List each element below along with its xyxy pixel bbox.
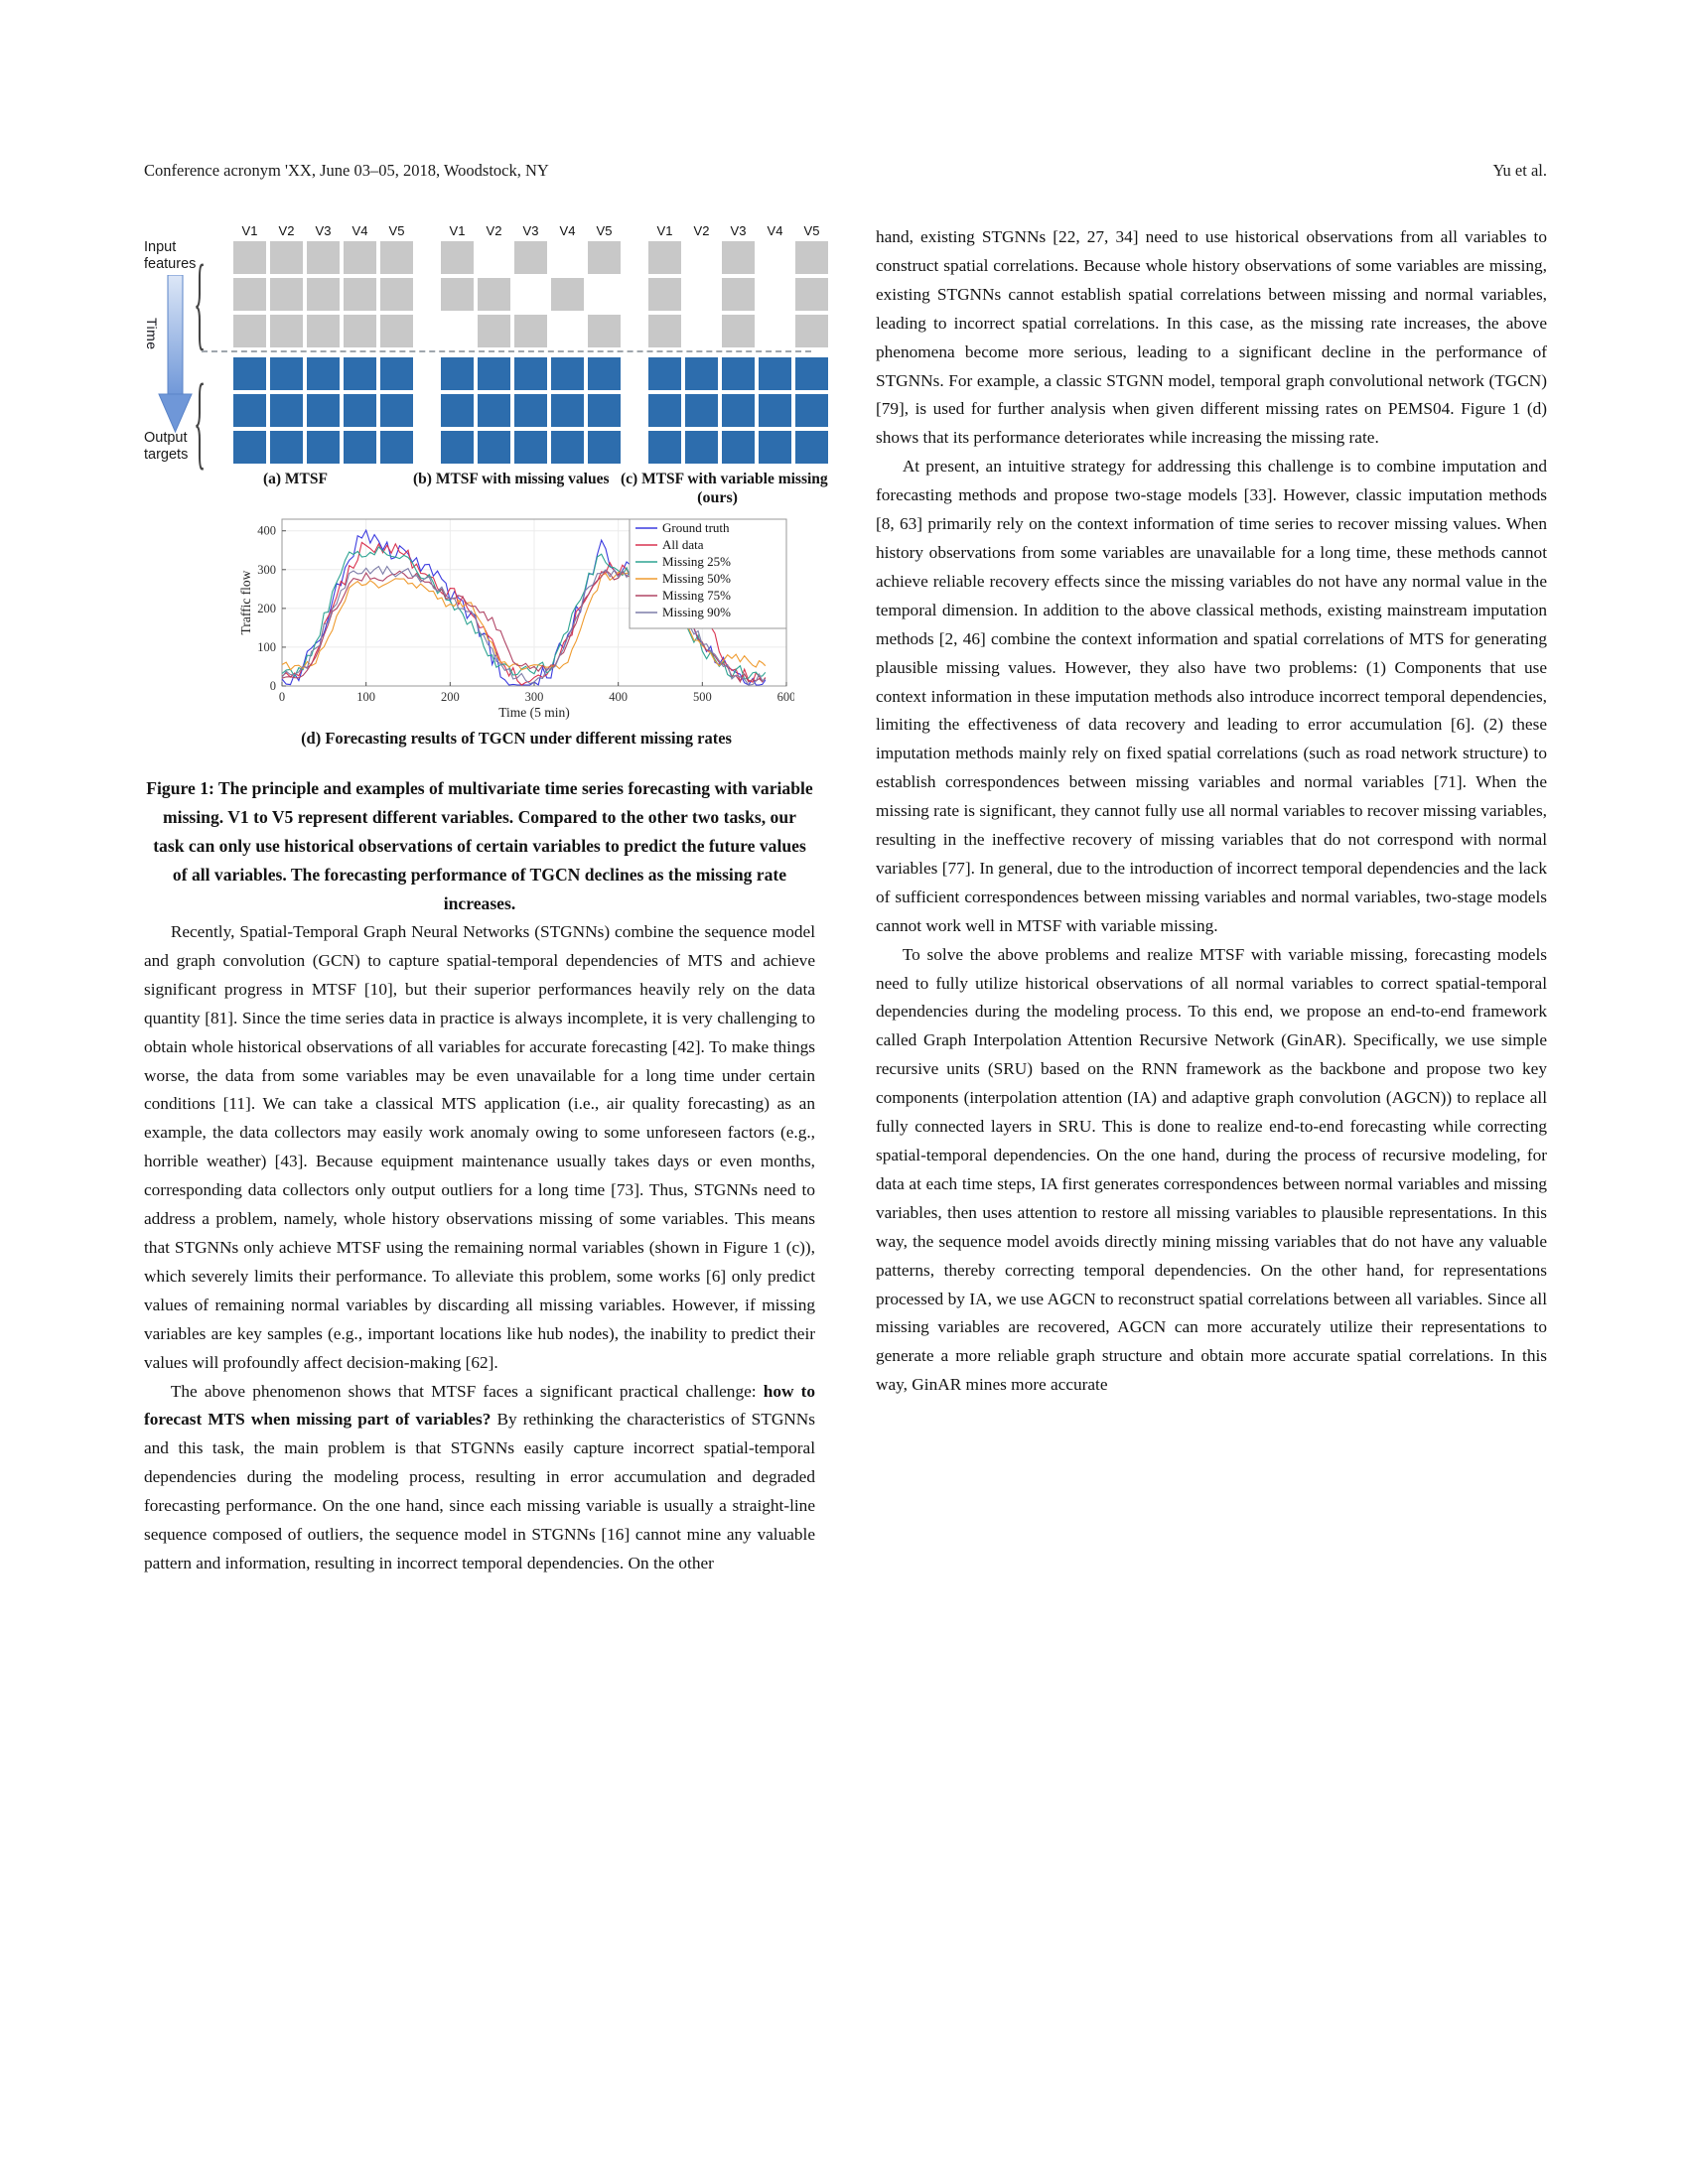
input-cell (441, 241, 474, 274)
output-targets-label: Output targets (144, 430, 189, 463)
input-cell (344, 315, 376, 347)
left-paragraph-2 (144, 1378, 815, 1578)
output-cell (233, 357, 266, 390)
tgcn-chart (238, 511, 815, 727)
variable-label: V4 (352, 223, 368, 238)
missing-cell (685, 315, 718, 347)
output-grid (233, 357, 413, 464)
legend-label: Missing 90% (662, 605, 731, 619)
panel-b (441, 223, 621, 468)
output-cell (588, 431, 621, 464)
output-cell (551, 357, 584, 390)
right-paragraph-1: hand, existing STGNNs [22, 27, 34] need to use historical observations from all variables to construct spatial correlations. Because whole history observations of some variables are missing, existing STGNNs cannot establish spatial correlations between missing and normal variables, leading to incorrect spatial correlations. In this case, as the missing rate increases, the above phenomena become more serious, leading to a significant decline in the performance of STGNNs. For example, a classic STGNN model, temporal graph convolutional network (TGCN) [79], is used for further analysis when given different missing rates on PEMS04. Figure 1 (d) shows that its performance deteriorates while increasing the missing rate. (876, 227, 1547, 448)
input-cell (307, 315, 340, 347)
output-cell (685, 431, 718, 464)
input-cell (270, 315, 303, 347)
missing-cell (588, 278, 621, 311)
missing-cell (685, 278, 718, 311)
input-cell (344, 241, 376, 274)
authors-short: Yu et al. (1492, 161, 1547, 180)
input-cell (722, 315, 755, 347)
missing-cell (551, 315, 584, 347)
input-cell (514, 315, 547, 347)
input-cell (588, 241, 621, 274)
input-cell (380, 278, 413, 311)
para2-post: By rethinking the characteristics of STGNNs and this task, the main problem is that STGNNs easily capture incorrect spatial-temporal dependencies during the modeling process, resulting in error accumulation and degraded forecasting performance. On the one hand, since each missing variable is usually a straight-line sequence composed of outliers, the sequence model in STGNNs [16] cannot mine any valuable pattern and information, resulting in incorrect temporal dependencies. On the other (144, 1410, 815, 1572)
input-cell (722, 241, 755, 274)
input-cell (270, 241, 303, 274)
variable-label: V5 (596, 223, 613, 238)
panel-captions (206, 471, 828, 488)
x-tick-label: 600 (776, 690, 794, 704)
output-grid (441, 357, 621, 464)
output-cell (380, 431, 413, 464)
output-cell (759, 357, 791, 390)
right-column (876, 223, 1547, 1578)
output-cell (514, 394, 547, 427)
legend-label: All data (662, 537, 704, 552)
x-tick-label: 300 (524, 690, 544, 704)
input-cell (270, 278, 303, 311)
missing-cell (759, 278, 791, 311)
legend-label: Missing 75% (662, 588, 731, 603)
time-arrow-icon (158, 275, 194, 434)
output-cell (648, 431, 681, 464)
y-tick-label: 200 (257, 601, 276, 615)
output-cell (551, 431, 584, 464)
output-cell (795, 431, 828, 464)
input-cell (648, 241, 681, 274)
input-grid (648, 241, 828, 347)
input-cell (648, 278, 681, 311)
output-cell (795, 394, 828, 427)
y-axis-label: Traffic flow (238, 570, 253, 635)
output-cell (441, 431, 474, 464)
missing-cell (759, 241, 791, 274)
output-cell (270, 357, 303, 390)
input-output-divider (202, 350, 811, 352)
variable-labels (648, 223, 828, 241)
ours-label: (ours) (697, 489, 738, 506)
para2-bold-challenge: how to forecast MTS when missing part of variables? (144, 1381, 815, 1430)
input-cell (514, 241, 547, 274)
missing-cell (441, 315, 474, 347)
y-tick-label: 300 (257, 562, 276, 577)
output-cell (344, 357, 376, 390)
output-cell (514, 357, 547, 390)
y-tick-label: 100 (257, 639, 276, 654)
panel-a (233, 223, 413, 468)
x-tick-label: 400 (609, 690, 629, 704)
input-cell (380, 315, 413, 347)
input-cell (551, 278, 584, 311)
output-cell (588, 357, 621, 390)
output-cell (551, 394, 584, 427)
left-paragraph-1: Recently, Spatial-Temporal Graph Neural Networks (STGNNs) combine the sequence model and graph convolution (GCN) to capture spatial-temporal dependencies of MTS and achieve significant progress in MTSF [10], but their superior performances heavily rely on the data quantity [81]. Since the time series data in practice is always incomplete, it is very challenging to obtain whole historical observations of all variables for accurate forecasting [42]. To make things worse, the data from some variables may be even unavailable for a long time under certain conditions [11]. We can take a classical MTS application (i.e., air quality forecasting) as an example, the data collectors may easily work anomaly owing to some unforeseen factors (e.g., horrible weather) [43]. Because equipment maintenance usually takes days or even months, corresponding data collectors only output outliers for a long time [73]. Thus, STGNNs need to address a problem, namely, whole history observations missing of some variables. This means that STGNNs only achieve MTSF using the remaining normal variables (shown in Figure 1 (c)), which severely limits their performance. To alleviate this problem, some works [6] only predict values of remaining normal variables by discarding all missing variables. However, if missing variables are key samples (e.g., important locations like hub nodes), the inability to predict their values will profoundly affect decision-making [62]. (144, 922, 815, 1372)
variable-label: V1 (449, 223, 466, 238)
variable-label: V1 (241, 223, 258, 238)
input-cell (795, 278, 828, 311)
left-column (144, 223, 828, 1578)
input-cell (380, 241, 413, 274)
two-column-layout (144, 223, 1547, 1578)
input-cell (307, 241, 340, 274)
variable-label: V3 (315, 223, 332, 238)
para2-pre: The above phenomenon shows that MTSF faces a significant practical challenge: (170, 1381, 764, 1401)
output-grid (648, 357, 828, 464)
time-axis-label: Time (144, 318, 160, 350)
output-cell (648, 394, 681, 427)
input-cell (648, 315, 681, 347)
input-cell (795, 315, 828, 347)
output-cell (380, 394, 413, 427)
variable-label: V5 (388, 223, 405, 238)
output-cell (722, 394, 755, 427)
output-cell (478, 394, 510, 427)
variable-label: V2 (693, 223, 710, 238)
output-cell (307, 394, 340, 427)
variable-label: V5 (803, 223, 820, 238)
right-paragraph-2: At present, an intuitive strategy for addressing this challenge is to combine imputation and forecasting methods and propose two-stage models [33]. However, classic imputation methods [8, 63] primarily rely on the context information of time series to recover missing values. When history observations from some variables are unavailable for a long time, these methods cannot achieve reliable recovery effects since the missing variables do not have any normal value in the temporal dimension. In addition to the above classical methods, existing mainstream imputation methods [2, 46] combine the context information and spatial correlations of MTS for generating plausible missing values. However, they also have two problems: (1) Components that use context information in these imputation methods also introduce incorrect temporal dependencies, limiting the effectiveness of data recovery and leading to error accumulation [6]. (2) these imputation methods mainly rely on fixed spatial correlations (such as road network structure) to establish correspondences between missing variables and normal variables [71]. When the missing rate is significant, they cannot fully use all normal variables to recover missing variables, resulting in the ineffective recovery of missing variables that do not correspond with normal variables [77]. In general, due to the introduction of incorrect temporal dependencies and the lack of sufficient correspondences between missing variables and normal variables, two-stage models cannot work well in MTSF with variable missing. (876, 457, 1547, 935)
output-cell (307, 357, 340, 390)
input-cell (233, 278, 266, 311)
x-tick-label: 0 (278, 690, 286, 704)
page-header (144, 161, 1547, 181)
input-cell (722, 278, 755, 311)
conference-info: Conference acronym 'XX, June 03–05, 2018, Woodstock, NY (144, 161, 549, 180)
missing-cell (478, 241, 510, 274)
y-tick-label: 400 (257, 523, 276, 538)
output-cell (270, 394, 303, 427)
figure1-caption: Figure 1: The principle and examples of multivariate time series forecasting with variable missing. V1 to V5 represent different variables. Compared to the other two tasks, our task can only use historical observations of certain variables to predict the future values of all variables. The forecasting performance of TGCN declines as the missing rate increases. (146, 778, 813, 913)
output-cell (270, 431, 303, 464)
panel-a-caption: (a) MTSF (262, 471, 328, 487)
input-cell (588, 315, 621, 347)
variable-label: V3 (522, 223, 539, 238)
output-cell (795, 357, 828, 390)
variable-labels (233, 223, 413, 241)
output-cell (722, 357, 755, 390)
variable-label: V2 (278, 223, 295, 238)
legend-label: Ground truth (662, 520, 730, 535)
output-cell (380, 357, 413, 390)
input-cell (233, 241, 266, 274)
missing-cell (551, 241, 584, 274)
input-cell (441, 278, 474, 311)
line-chart (238, 511, 794, 722)
output-cell (233, 431, 266, 464)
variable-label: V2 (486, 223, 502, 238)
panel-d-caption: (d) Forecasting results of TGCN under different missing rates (301, 729, 732, 748)
output-cell (441, 394, 474, 427)
figure-axis-labels (144, 223, 207, 479)
input-grid (441, 241, 621, 347)
output-cell (514, 431, 547, 464)
output-cell (441, 357, 474, 390)
panel-b-caption: (b) MTSF with missing values (413, 471, 610, 487)
input-cell (344, 278, 376, 311)
missing-cell (514, 278, 547, 311)
input-brace: { (194, 243, 207, 360)
output-cell (344, 431, 376, 464)
input-cell (478, 315, 510, 347)
legend-label: Missing 50% (662, 571, 731, 586)
output-cell (759, 431, 791, 464)
output-cell (478, 357, 510, 390)
variable-label: V3 (730, 223, 747, 238)
output-cell (685, 394, 718, 427)
variable-label: V1 (656, 223, 673, 238)
output-cell (233, 394, 266, 427)
output-cell (648, 357, 681, 390)
legend-label: Missing 25% (662, 554, 731, 569)
panel-c (648, 223, 828, 468)
input-cell (307, 278, 340, 311)
panel-c-caption: (c) MTSF with variable missing (621, 471, 828, 487)
y-tick-label: 0 (269, 679, 276, 693)
output-cell (685, 357, 718, 390)
input-cell (233, 315, 266, 347)
output-cell (478, 431, 510, 464)
x-tick-label: 500 (692, 690, 712, 704)
x-tick-label: 200 (440, 690, 460, 704)
input-cell (478, 278, 510, 311)
output-cell (307, 431, 340, 464)
right-paragraph-3: To solve the above problems and realize MTSF with variable missing, forecasting models need to fully utilize historical observations of all normal variables to correct spatial-temporal dependencies during the modeling process. To this end, we propose an end-to-end framework called Graph Interpolation Attention Recursive Network (GinAR). Specifically, we use simple recursive units (SRU) based on the RNN framework as the backbone and propose two key components (interpolation attention (IA) and adaptive graph convolution (AGCN)) to replace all fully connected layers in SRU. This is done to realize end-to-end forecasting while correcting spatial-temporal dependencies. On the one hand, during the process of recursive modeling, for data at each time steps, IA first generates correspondences between normal variables and missing variables, then uses attention to restore all missing variables to plausible representations. In this way, the sequence model avoids directly mining missing variables that do not have any valuable patterns, thereby correcting temporal dependencies. On the other hand, for representations processed by IA, we use AGCN to reconstruct spatial correlations between all variables. Since all missing variables are recovered, AGCN can more accurately utilize their representations to generate a more reliable graph structure and obtain more accurate spatial correlations. In this way, GinAR mines more accurate (876, 944, 1547, 1395)
missing-cell (685, 241, 718, 274)
x-tick-label: 100 (356, 690, 376, 704)
output-cell (722, 431, 755, 464)
input-grid (233, 241, 413, 347)
output-cell (759, 394, 791, 427)
missing-cell (759, 315, 791, 347)
variable-labels (441, 223, 621, 241)
output-cell (588, 394, 621, 427)
variable-label: V4 (559, 223, 576, 238)
input-features-label: Input features (144, 239, 197, 272)
x-axis-label: Time (5 min) (498, 705, 570, 720)
variable-label: V4 (767, 223, 783, 238)
input-cell (795, 241, 828, 274)
output-cell (344, 394, 376, 427)
output-brace: { (194, 362, 207, 479)
